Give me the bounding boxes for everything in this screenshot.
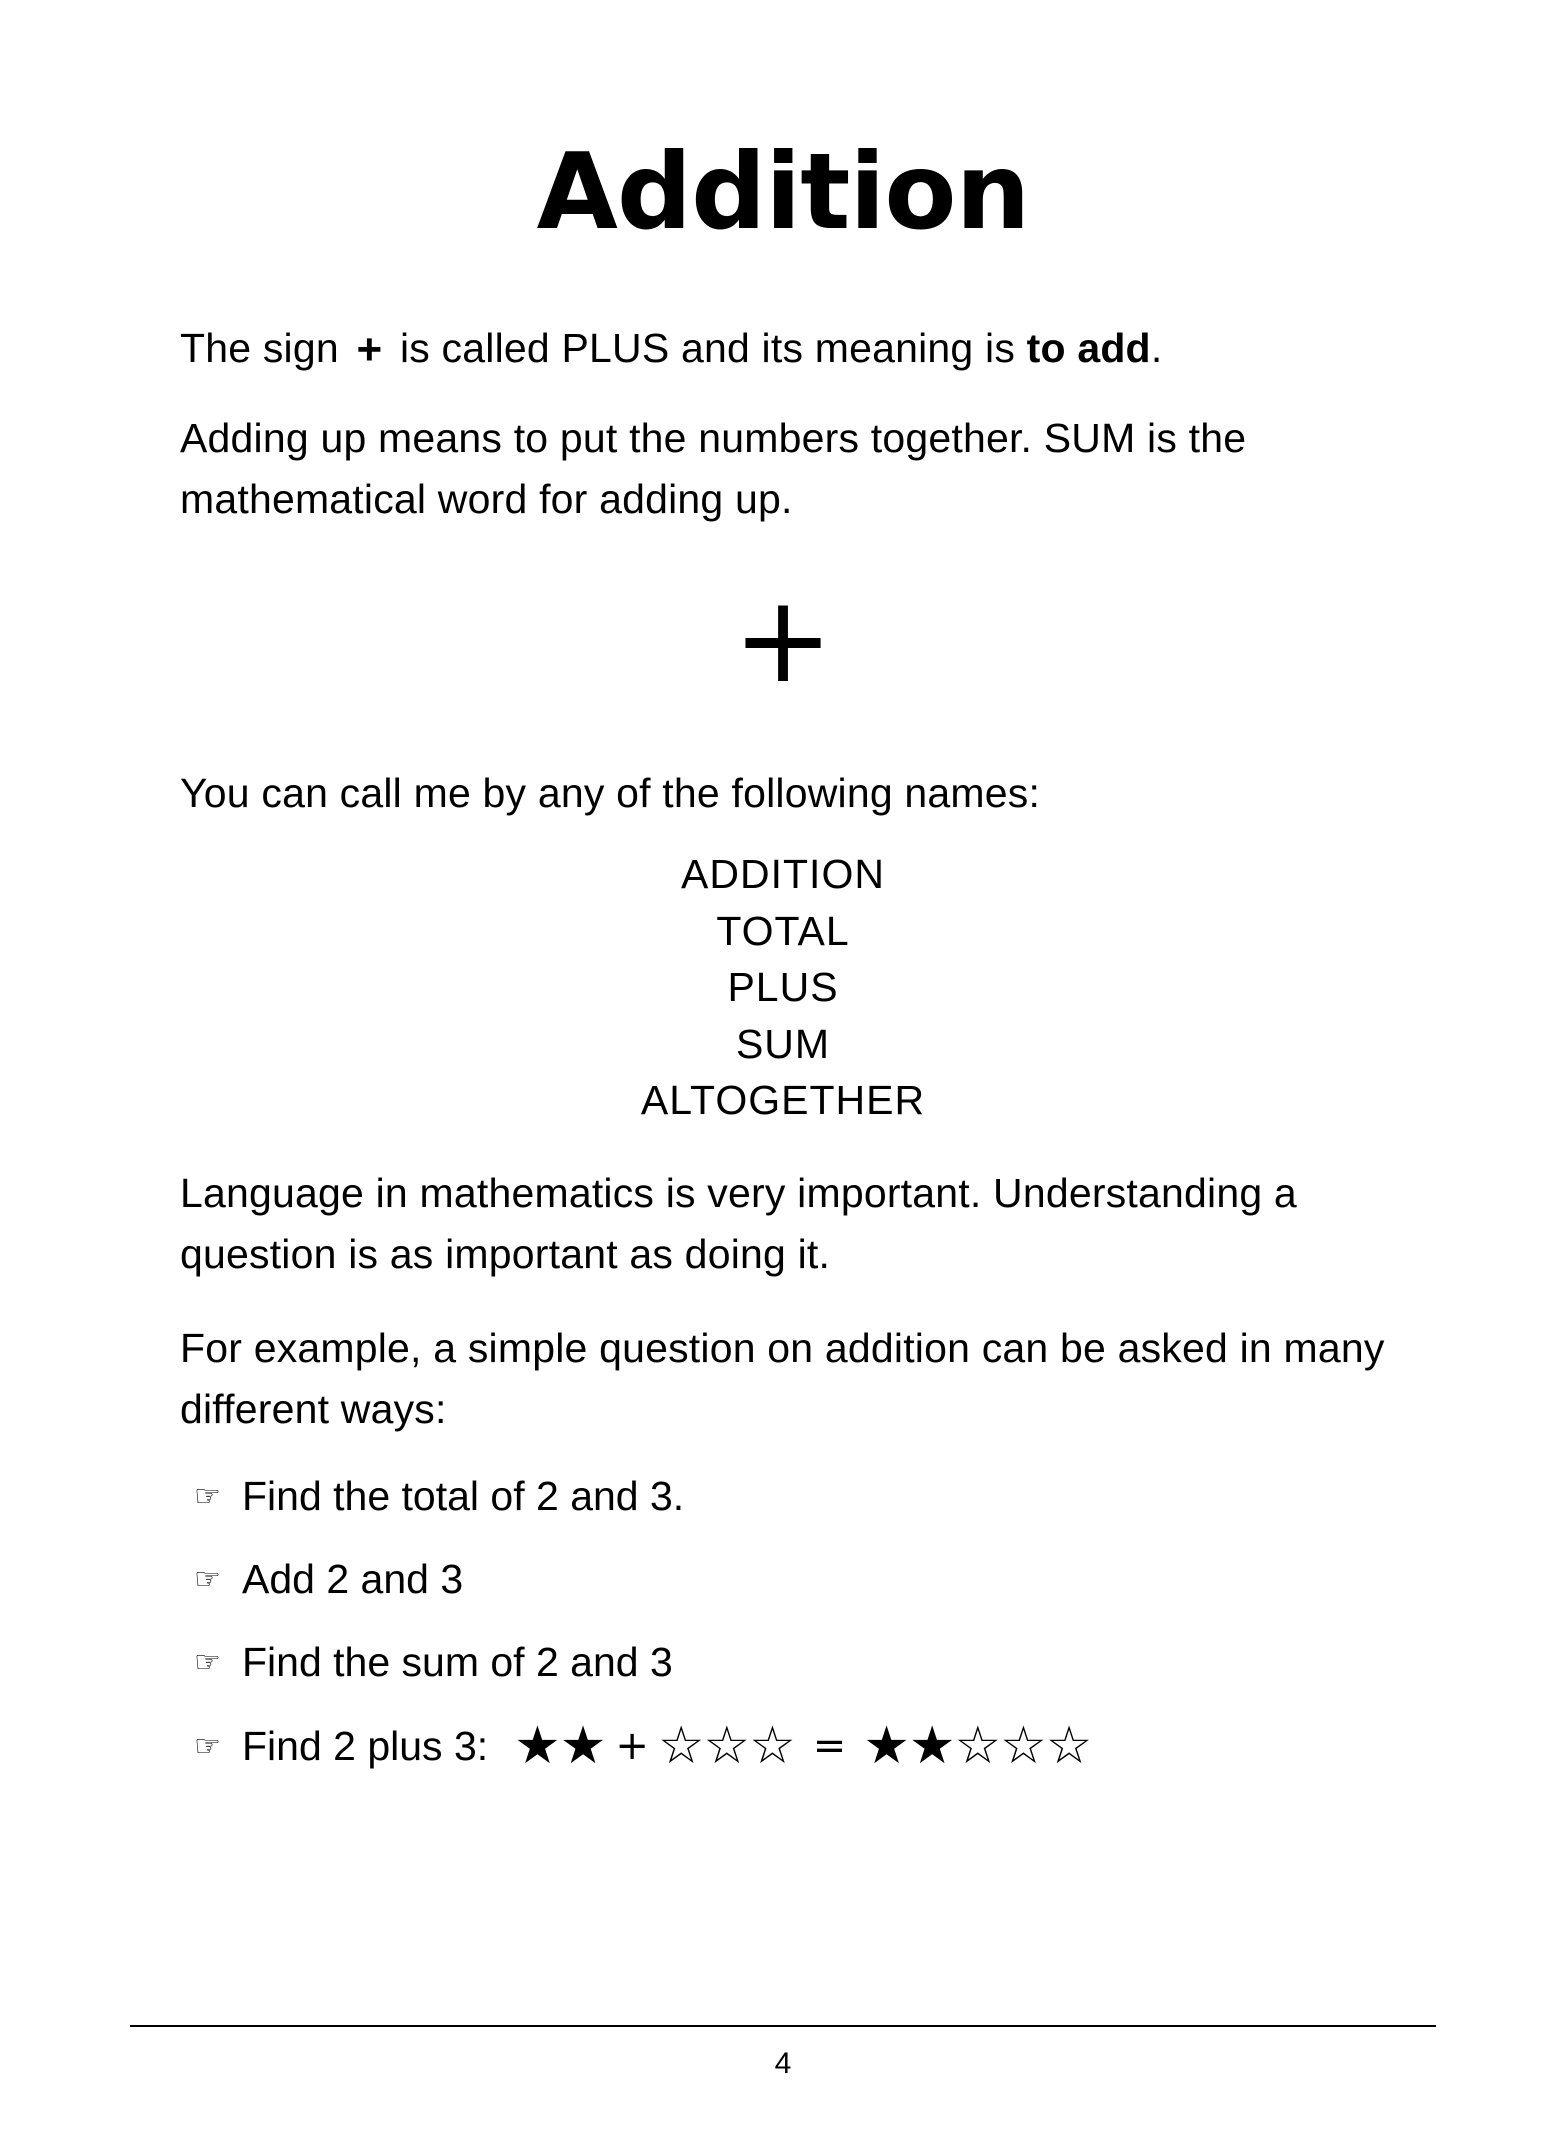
- list-item: ALTOGETHER: [640, 1077, 926, 1124]
- plus-sign-icon: +: [356, 325, 383, 374]
- footer-divider: [130, 2025, 1436, 2027]
- names-list: [180, 846, 1386, 1129]
- way-text: Find 2 plus 3:: [242, 1722, 489, 1769]
- paragraph-example-intro: For example, a simple question on addition can be asked in many different ways:: [180, 1325, 1385, 1433]
- pointing-hand-icon: ☞: [194, 1728, 221, 1764]
- star-group-left: ★★: [514, 1716, 606, 1777]
- page-footer: [130, 2025, 1436, 2081]
- page-number: 4: [774, 2047, 792, 2080]
- equals-operator: =: [812, 1723, 846, 1770]
- page-title: Addition: [536, 131, 1030, 253]
- paragraph-sign-meaning: [180, 317, 1386, 382]
- star-group-result: ★★☆☆☆: [863, 1716, 1092, 1777]
- large-plus-icon: +: [732, 571, 834, 711]
- list-item: [180, 1636, 1386, 1689]
- star-equation: [514, 1716, 1092, 1777]
- paragraph-language: Language in mathematics is very important. Understanding a question is as important as doing it.: [180, 1170, 1297, 1277]
- paragraph-names-intro: You can call me by any of the following names:: [180, 770, 1041, 817]
- pointing-hand-icon: ☞: [194, 1645, 221, 1681]
- list-item: [180, 1470, 1386, 1523]
- list-item: PLUS: [727, 964, 839, 1011]
- ways-list: [180, 1470, 1386, 1777]
- list-item: TOTAL: [716, 907, 850, 954]
- way-text: Find the total of 2 and 3.: [242, 1472, 685, 1519]
- pointing-hand-icon: ☞: [194, 1562, 221, 1598]
- paragraph-adding-up: Adding up means to put the numbers together. SUM is the mathematical word for adding up.: [180, 415, 1247, 522]
- list-item: [180, 1716, 1386, 1777]
- list-item: ADDITION: [681, 851, 885, 898]
- way-text: Add 2 and 3: [242, 1556, 464, 1602]
- sign-middle-text: is called PLUS and its meaning is: [399, 325, 1016, 371]
- plus-operator: +: [615, 1723, 648, 1770]
- sign-suffix-text: .: [1150, 325, 1163, 371]
- pointing-hand-icon: ☞: [194, 1478, 221, 1514]
- way-text: Find the sum of 2 and 3: [242, 1639, 673, 1686]
- list-item: [180, 1553, 1386, 1606]
- star-group-right: ☆☆☆: [657, 1716, 795, 1777]
- sign-prefix-text: The sign: [180, 325, 339, 371]
- list-item: SUM: [735, 1020, 831, 1067]
- sign-bold-text: to add: [1026, 325, 1151, 371]
